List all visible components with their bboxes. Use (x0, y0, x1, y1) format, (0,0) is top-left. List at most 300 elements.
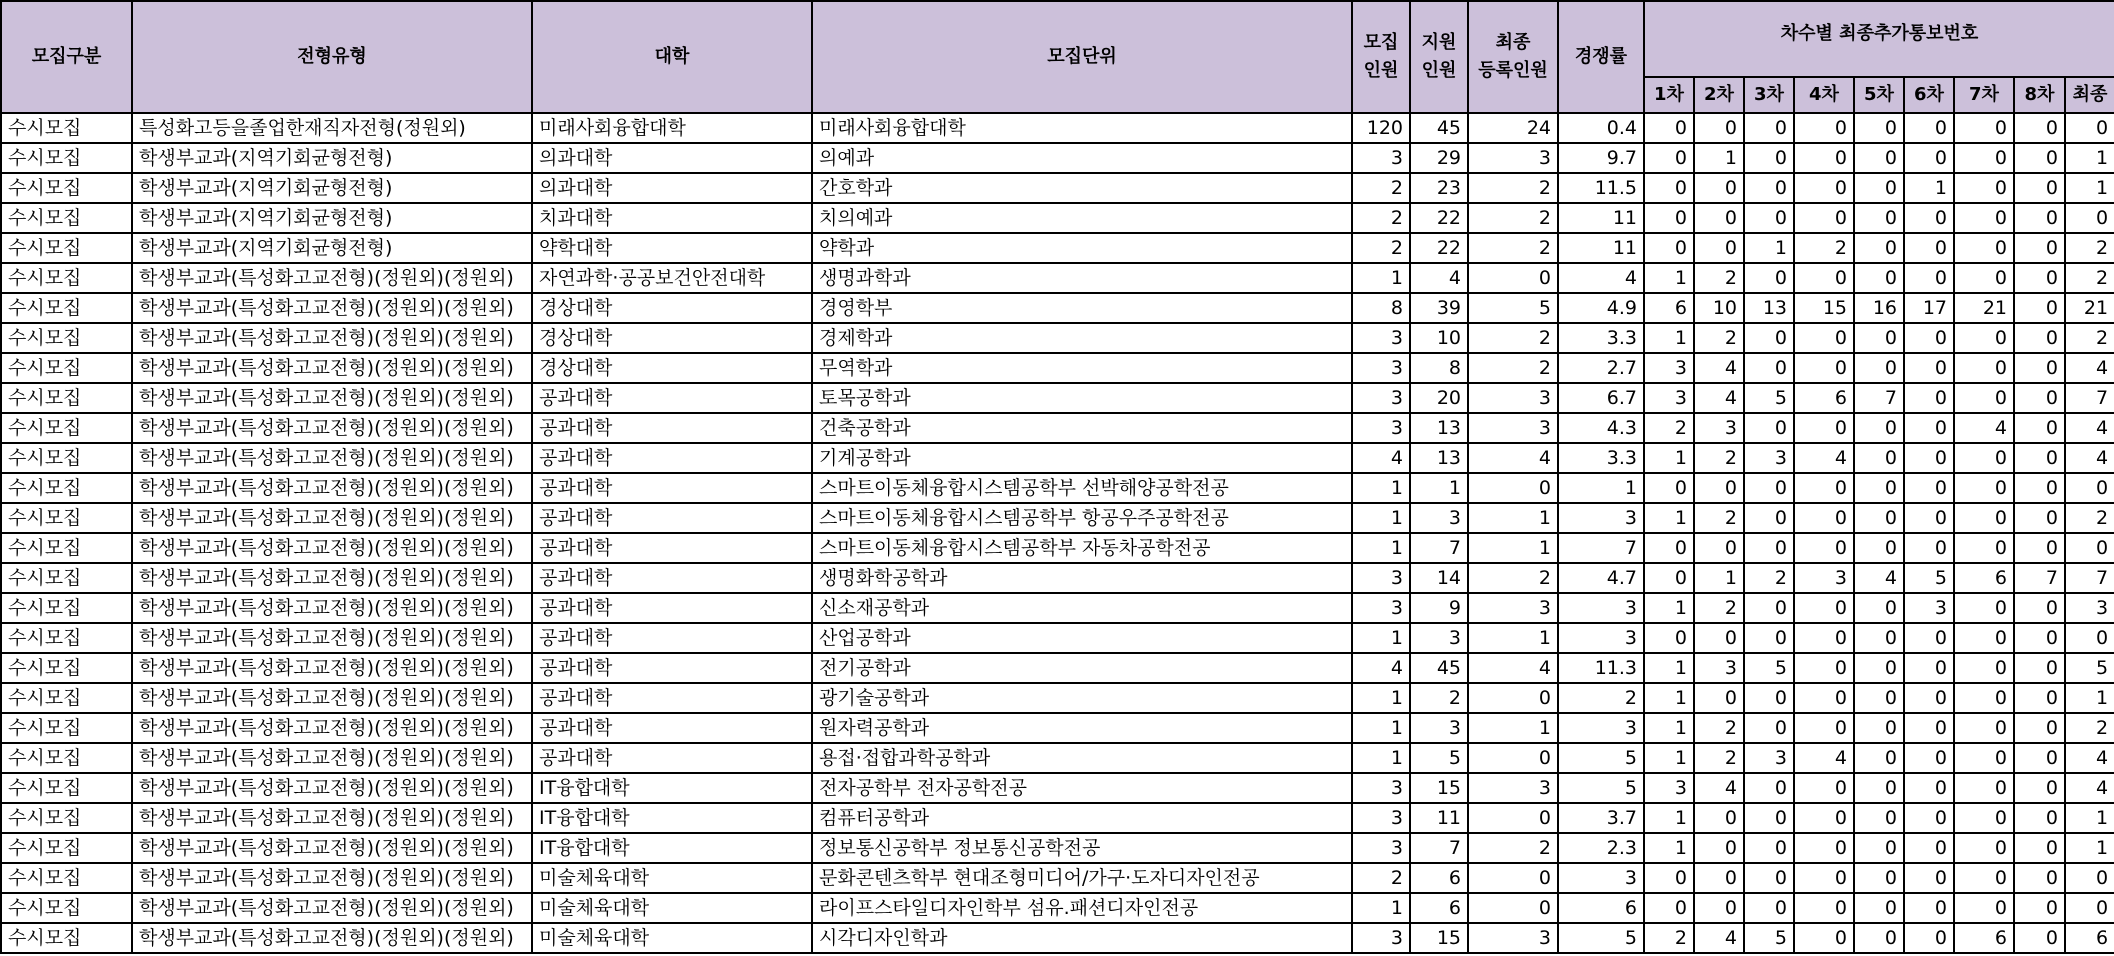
cell-round-7: 0 (1954, 803, 2014, 833)
header-college: 대학 (532, 1, 812, 113)
cell-round-8: 0 (2014, 623, 2065, 653)
cell-round-8: 0 (2014, 923, 2065, 953)
cell-round-final: 21 (2065, 293, 2114, 323)
cell-registered: 2 (1468, 563, 1558, 593)
cell-round-4: 3 (1794, 563, 1854, 593)
cell-applicants: 20 (1410, 383, 1468, 413)
cell-quota: 1 (1352, 503, 1410, 533)
cell-college: 미술체육대학 (532, 863, 812, 893)
cell-ratio: 7 (1558, 533, 1644, 563)
cell-round-6: 5 (1904, 563, 1954, 593)
cell-unit: 정보통신공학부 정보통신공학전공 (812, 833, 1352, 863)
cell-applicants: 3 (1410, 623, 1468, 653)
table-row (1, 383, 2114, 413)
cell-quota: 1 (1352, 683, 1410, 713)
cell-quota: 1 (1352, 473, 1410, 503)
cell-college: 공과대학 (532, 653, 812, 683)
cell-round-final: 4 (2065, 353, 2114, 383)
cell-round-3: 5 (1744, 383, 1794, 413)
cell-ratio: 3 (1558, 503, 1644, 533)
table-row (1, 353, 2114, 383)
cell-round-final: 2 (2065, 263, 2114, 293)
table-row (1, 923, 2114, 953)
cell-admission-type: 학생부교과(특성화고교전형)(정원외)(정원외) (132, 293, 532, 323)
cell-registered: 3 (1468, 413, 1558, 443)
cell-round-4: 0 (1794, 503, 1854, 533)
header-round-group: 차수별 최종추가통보번호 (1644, 1, 2114, 77)
cell-round-6: 0 (1904, 233, 1954, 263)
cell-admission-type: 학생부교과(특성화고교전형)(정원외)(정원외) (132, 653, 532, 683)
cell-college: 의과대학 (532, 143, 812, 173)
cell-category: 수시모집 (1, 473, 132, 503)
cell-round-8: 0 (2014, 893, 2065, 923)
cell-round-8: 0 (2014, 473, 2065, 503)
cell-round-7: 0 (1954, 203, 2014, 233)
cell-admission-type: 학생부교과(특성화고교전형)(정원외)(정원외) (132, 923, 532, 953)
cell-round-2: 2 (1694, 593, 1744, 623)
cell-round-5: 0 (1854, 683, 1904, 713)
cell-registered: 3 (1468, 143, 1558, 173)
table-row (1, 503, 2114, 533)
cell-round-6: 0 (1904, 863, 1954, 893)
header-round-1: 1차 (1644, 77, 1694, 113)
cell-round-6: 0 (1904, 443, 1954, 473)
cell-round-final: 4 (2065, 443, 2114, 473)
header-registered (1468, 1, 1558, 113)
cell-round-5: 16 (1854, 293, 1904, 323)
cell-round-4: 4 (1794, 743, 1854, 773)
table-row (1, 803, 2114, 833)
cell-unit: 생명과학과 (812, 263, 1352, 293)
cell-registered: 1 (1468, 623, 1558, 653)
cell-admission-type: 학생부교과(특성화고교전형)(정원외)(정원외) (132, 593, 532, 623)
header-quota-line1: 모집 (1363, 32, 1399, 53)
cell-round-3: 0 (1744, 323, 1794, 353)
header-round-7: 7차 (1954, 77, 2014, 113)
table-row (1, 293, 2114, 323)
cell-round-2: 0 (1694, 623, 1744, 653)
cell-college: 공과대학 (532, 743, 812, 773)
table-row (1, 113, 2114, 143)
cell-round-3: 0 (1744, 113, 1794, 143)
cell-college: 자연과학·공공보건안전대학 (532, 263, 812, 293)
table-row (1, 773, 2114, 803)
cell-quota: 8 (1352, 293, 1410, 323)
cell-admission-type: 학생부교과(특성화고교전형)(정원외)(정원외) (132, 413, 532, 443)
cell-round-5: 7 (1854, 383, 1904, 413)
cell-round-2: 0 (1694, 533, 1744, 563)
cell-round-7: 0 (1954, 533, 2014, 563)
cell-college: 공과대학 (532, 473, 812, 503)
cell-admission-type: 학생부교과(특성화고교전형)(정원외)(정원외) (132, 773, 532, 803)
cell-round-3: 0 (1744, 773, 1794, 803)
cell-round-2: 0 (1694, 833, 1744, 863)
cell-unit: 스마트이동체융합시스템공학부 자동차공학전공 (812, 533, 1352, 563)
cell-registered: 0 (1468, 893, 1558, 923)
cell-round-7: 0 (1954, 863, 2014, 893)
cell-unit: 경제학과 (812, 323, 1352, 353)
cell-round-8: 0 (2014, 173, 2065, 203)
cell-round-5: 0 (1854, 413, 1904, 443)
cell-registered: 3 (1468, 773, 1558, 803)
cell-round-4: 2 (1794, 233, 1854, 263)
cell-quota: 3 (1352, 593, 1410, 623)
cell-round-5: 0 (1854, 443, 1904, 473)
cell-round-4: 0 (1794, 713, 1854, 743)
cell-round-7: 21 (1954, 293, 2014, 323)
cell-round-final: 1 (2065, 833, 2114, 863)
cell-quota: 4 (1352, 443, 1410, 473)
table-row (1, 473, 2114, 503)
cell-admission-type: 학생부교과(특성화고교전형)(정원외)(정원외) (132, 473, 532, 503)
cell-round-4: 0 (1794, 653, 1854, 683)
cell-round-2: 4 (1694, 383, 1744, 413)
cell-admission-type: 학생부교과(특성화고교전형)(정원외)(정원외) (132, 623, 532, 653)
cell-round-final: 2 (2065, 323, 2114, 353)
cell-quota: 3 (1352, 353, 1410, 383)
cell-ratio: 2.3 (1558, 833, 1644, 863)
cell-round-7: 0 (1954, 233, 2014, 263)
cell-round-6: 0 (1904, 533, 1954, 563)
cell-round-5: 0 (1854, 773, 1904, 803)
header-registered-line2: 등록인원 (1478, 60, 1548, 81)
cell-unit: 미래사회융합대학 (812, 113, 1352, 143)
cell-round-final: 4 (2065, 773, 2114, 803)
cell-round-1: 0 (1644, 233, 1694, 263)
cell-round-1: 1 (1644, 713, 1694, 743)
cell-round-5: 4 (1854, 563, 1904, 593)
cell-college: 공과대학 (532, 713, 812, 743)
header-round-3: 3차 (1744, 77, 1794, 113)
cell-round-2: 0 (1694, 113, 1744, 143)
cell-quota: 1 (1352, 623, 1410, 653)
cell-round-1: 0 (1644, 173, 1694, 203)
cell-round-1: 0 (1644, 863, 1694, 893)
cell-applicants: 6 (1410, 893, 1468, 923)
cell-college: 공과대학 (532, 683, 812, 713)
cell-category: 수시모집 (1, 923, 132, 953)
table-row (1, 623, 2114, 653)
table-row (1, 263, 2114, 293)
header-quota (1352, 1, 1410, 113)
cell-applicants: 7 (1410, 533, 1468, 563)
cell-quota: 3 (1352, 413, 1410, 443)
table-row (1, 893, 2114, 923)
table-row (1, 233, 2114, 263)
table-row (1, 683, 2114, 713)
cell-college: IT융합대학 (532, 833, 812, 863)
cell-round-final: 1 (2065, 173, 2114, 203)
cell-round-6: 0 (1904, 623, 1954, 653)
cell-round-3: 0 (1744, 623, 1794, 653)
cell-applicants: 14 (1410, 563, 1468, 593)
cell-admission-type: 학생부교과(지역기회균형전형) (132, 143, 532, 173)
cell-unit: 약학과 (812, 233, 1352, 263)
cell-college: 공과대학 (532, 563, 812, 593)
cell-round-3: 0 (1744, 683, 1794, 713)
cell-round-6: 0 (1904, 383, 1954, 413)
cell-round-3: 0 (1744, 353, 1794, 383)
cell-applicants: 11 (1410, 803, 1468, 833)
cell-category: 수시모집 (1, 683, 132, 713)
cell-round-7: 0 (1954, 263, 2014, 293)
cell-round-7: 0 (1954, 353, 2014, 383)
table-row (1, 173, 2114, 203)
cell-unit: 전기공학과 (812, 653, 1352, 683)
cell-category: 수시모집 (1, 533, 132, 563)
cell-applicants: 23 (1410, 173, 1468, 203)
table-row (1, 443, 2114, 473)
cell-round-8: 0 (2014, 383, 2065, 413)
cell-round-5: 0 (1854, 743, 1904, 773)
cell-round-4: 0 (1794, 323, 1854, 353)
header-ratio: 경쟁률 (1558, 1, 1644, 113)
cell-round-1: 0 (1644, 623, 1694, 653)
cell-admission-type: 특성화고등을졸업한재직자전형(정원외) (132, 113, 532, 143)
cell-unit: 원자력공학과 (812, 713, 1352, 743)
cell-round-2: 0 (1694, 473, 1744, 503)
cell-round-8: 0 (2014, 743, 2065, 773)
cell-round-8: 0 (2014, 773, 2065, 803)
cell-admission-type: 학생부교과(특성화고교전형)(정원외)(정원외) (132, 743, 532, 773)
header-applicants (1410, 1, 1468, 113)
cell-category: 수시모집 (1, 713, 132, 743)
cell-round-2: 0 (1694, 863, 1744, 893)
cell-round-1: 2 (1644, 413, 1694, 443)
cell-category: 수시모집 (1, 893, 132, 923)
cell-round-final: 0 (2065, 893, 2114, 923)
cell-round-2: 1 (1694, 563, 1744, 593)
cell-round-8: 0 (2014, 833, 2065, 863)
cell-round-4: 0 (1794, 773, 1854, 803)
cell-round-8: 0 (2014, 713, 2065, 743)
cell-category: 수시모집 (1, 743, 132, 773)
header-category: 모집구분 (1, 1, 132, 113)
cell-round-6: 0 (1904, 413, 1954, 443)
cell-college: 공과대학 (532, 533, 812, 563)
cell-round-8: 0 (2014, 323, 2065, 353)
cell-round-final: 0 (2065, 203, 2114, 233)
cell-ratio: 3 (1558, 623, 1644, 653)
cell-applicants: 22 (1410, 203, 1468, 233)
cell-round-4: 0 (1794, 173, 1854, 203)
cell-round-8: 0 (2014, 593, 2065, 623)
cell-round-5: 0 (1854, 533, 1904, 563)
cell-quota: 3 (1352, 143, 1410, 173)
cell-admission-type: 학생부교과(지역기회균형전형) (132, 233, 532, 263)
cell-round-1: 1 (1644, 653, 1694, 683)
cell-round-4: 0 (1794, 263, 1854, 293)
header-applicants-line2: 인원 (1421, 60, 1457, 81)
header-round-4: 4차 (1794, 77, 1854, 113)
table-row (1, 323, 2114, 353)
cell-registered: 2 (1468, 323, 1558, 353)
table-row (1, 713, 2114, 743)
cell-applicants: 13 (1410, 443, 1468, 473)
cell-ratio: 11.5 (1558, 173, 1644, 203)
cell-round-1: 0 (1644, 473, 1694, 503)
cell-ratio: 5 (1558, 773, 1644, 803)
cell-round-7: 0 (1954, 383, 2014, 413)
cell-round-2: 3 (1694, 413, 1744, 443)
cell-college: IT융합대학 (532, 803, 812, 833)
cell-applicants: 8 (1410, 353, 1468, 383)
cell-round-3: 5 (1744, 653, 1794, 683)
cell-round-2: 0 (1694, 203, 1744, 233)
cell-unit: 광기술공학과 (812, 683, 1352, 713)
cell-registered: 3 (1468, 593, 1558, 623)
cell-unit: 전자공학부 전자공학전공 (812, 773, 1352, 803)
cell-round-3: 0 (1744, 863, 1794, 893)
cell-round-8: 0 (2014, 233, 2065, 263)
cell-unit: 문화콘텐츠학부 현대조형미디어/가구·도자디자인전공 (812, 863, 1352, 893)
cell-quota: 1 (1352, 713, 1410, 743)
cell-ratio: 3.7 (1558, 803, 1644, 833)
cell-round-6: 0 (1904, 263, 1954, 293)
cell-quota: 2 (1352, 203, 1410, 233)
cell-round-1: 1 (1644, 593, 1694, 623)
cell-registered: 5 (1468, 293, 1558, 323)
cell-round-1: 3 (1644, 383, 1694, 413)
cell-round-6: 0 (1904, 833, 1954, 863)
cell-round-5: 0 (1854, 173, 1904, 203)
cell-unit: 치의예과 (812, 203, 1352, 233)
cell-round-4: 0 (1794, 863, 1854, 893)
cell-applicants: 6 (1410, 863, 1468, 893)
cell-round-2: 1 (1694, 143, 1744, 173)
cell-applicants: 4 (1410, 263, 1468, 293)
cell-applicants: 3 (1410, 713, 1468, 743)
cell-round-7: 0 (1954, 743, 2014, 773)
cell-college: 경상대학 (532, 323, 812, 353)
cell-round-8: 0 (2014, 293, 2065, 323)
cell-round-6: 0 (1904, 893, 1954, 923)
cell-round-3: 0 (1744, 833, 1794, 863)
cell-category: 수시모집 (1, 173, 132, 203)
cell-round-7: 0 (1954, 113, 2014, 143)
cell-round-4: 0 (1794, 803, 1854, 833)
cell-round-2: 2 (1694, 323, 1744, 353)
cell-round-4: 0 (1794, 353, 1854, 383)
cell-round-final: 7 (2065, 383, 2114, 413)
cell-round-1: 1 (1644, 743, 1694, 773)
cell-college: 미래사회융합대학 (532, 113, 812, 143)
cell-round-6: 0 (1904, 923, 1954, 953)
cell-round-4: 0 (1794, 923, 1854, 953)
cell-round-8: 0 (2014, 533, 2065, 563)
cell-registered: 2 (1468, 233, 1558, 263)
cell-round-final: 7 (2065, 563, 2114, 593)
cell-round-final: 4 (2065, 413, 2114, 443)
cell-round-4: 0 (1794, 683, 1854, 713)
cell-round-7: 0 (1954, 443, 2014, 473)
cell-registered: 2 (1468, 833, 1558, 863)
cell-unit: 무역학과 (812, 353, 1352, 383)
cell-ratio: 3 (1558, 863, 1644, 893)
cell-category: 수시모집 (1, 143, 132, 173)
table-row (1, 563, 2114, 593)
cell-category: 수시모집 (1, 383, 132, 413)
cell-applicants: 45 (1410, 653, 1468, 683)
table-row (1, 593, 2114, 623)
cell-round-7: 0 (1954, 713, 2014, 743)
cell-unit: 간호학과 (812, 173, 1352, 203)
cell-round-5: 0 (1854, 353, 1904, 383)
header-round-8: 8차 (2014, 77, 2065, 113)
cell-round-2: 2 (1694, 503, 1744, 533)
cell-quota: 2 (1352, 863, 1410, 893)
header-applicants-line1: 지원 (1421, 32, 1457, 53)
table-row (1, 743, 2114, 773)
cell-applicants: 15 (1410, 923, 1468, 953)
cell-college: 경상대학 (532, 353, 812, 383)
cell-ratio: 4.7 (1558, 563, 1644, 593)
cell-round-2: 2 (1694, 713, 1744, 743)
cell-round-2: 4 (1694, 353, 1744, 383)
cell-admission-type: 학생부교과(특성화고교전형)(정원외)(정원외) (132, 803, 532, 833)
cell-category: 수시모집 (1, 563, 132, 593)
cell-category: 수시모집 (1, 353, 132, 383)
cell-registered: 2 (1468, 353, 1558, 383)
cell-round-final: 1 (2065, 683, 2114, 713)
cell-registered: 3 (1468, 383, 1558, 413)
cell-registered: 0 (1468, 803, 1558, 833)
cell-applicants: 45 (1410, 113, 1468, 143)
cell-admission-type: 학생부교과(특성화고교전형)(정원외)(정원외) (132, 563, 532, 593)
cell-round-2: 2 (1694, 263, 1744, 293)
cell-ratio: 3.3 (1558, 323, 1644, 353)
cell-round-6: 0 (1904, 323, 1954, 353)
cell-category: 수시모집 (1, 293, 132, 323)
cell-round-5: 0 (1854, 113, 1904, 143)
cell-admission-type: 학생부교과(특성화고교전형)(정원외)(정원외) (132, 533, 532, 563)
cell-round-2: 2 (1694, 443, 1744, 473)
cell-unit: 토목공학과 (812, 383, 1352, 413)
cell-round-8: 0 (2014, 443, 2065, 473)
cell-registered: 4 (1468, 443, 1558, 473)
cell-round-3: 0 (1744, 203, 1794, 233)
cell-round-4: 0 (1794, 113, 1854, 143)
cell-ratio: 4 (1558, 263, 1644, 293)
table-row (1, 533, 2114, 563)
cell-round-5: 0 (1854, 653, 1904, 683)
cell-round-1: 1 (1644, 443, 1694, 473)
cell-round-8: 0 (2014, 113, 2065, 143)
cell-unit: 생명화학공학과 (812, 563, 1352, 593)
cell-ratio: 11 (1558, 233, 1644, 263)
cell-unit: 건축공학과 (812, 413, 1352, 443)
cell-round-2: 10 (1694, 293, 1744, 323)
cell-round-3: 0 (1744, 413, 1794, 443)
cell-round-6: 17 (1904, 293, 1954, 323)
cell-applicants: 15 (1410, 773, 1468, 803)
cell-round-final: 0 (2065, 473, 2114, 503)
cell-applicants: 10 (1410, 323, 1468, 353)
cell-registered: 3 (1468, 923, 1558, 953)
cell-round-5: 0 (1854, 263, 1904, 293)
cell-round-3: 13 (1744, 293, 1794, 323)
cell-applicants: 9 (1410, 593, 1468, 623)
cell-college: 의과대학 (532, 173, 812, 203)
cell-ratio: 3.3 (1558, 443, 1644, 473)
cell-unit: 기계공학과 (812, 443, 1352, 473)
table-row (1, 833, 2114, 863)
cell-round-4: 15 (1794, 293, 1854, 323)
cell-round-6: 0 (1904, 113, 1954, 143)
cell-registered: 1 (1468, 503, 1558, 533)
cell-applicants: 7 (1410, 833, 1468, 863)
cell-round-1: 0 (1644, 113, 1694, 143)
